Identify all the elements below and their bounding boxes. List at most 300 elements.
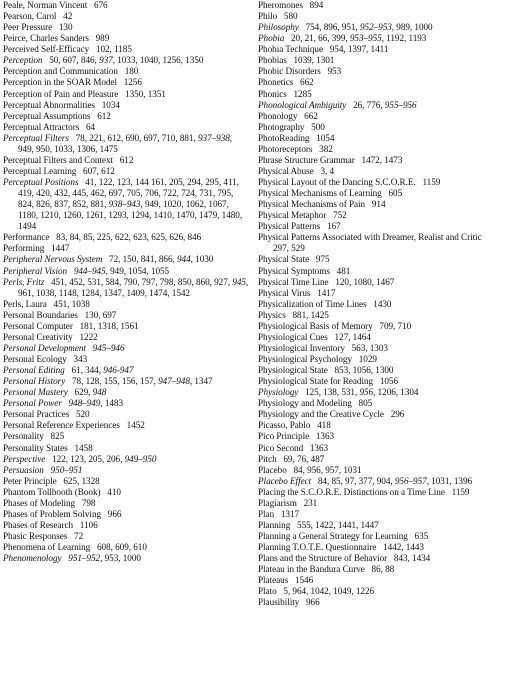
index-term: Photoreceptors	[258, 143, 313, 154]
index-entry	[258, 553, 504, 564]
page-ref: , 1030	[190, 254, 214, 265]
index-term: Physical Time Line	[258, 276, 329, 287]
page-ref: 950–951	[50, 464, 83, 475]
page-ref: 1430	[373, 298, 392, 309]
index-entry	[258, 343, 504, 354]
index-term: Perception in the SOAR Model	[3, 77, 117, 88]
page-ref: 181, 1318, 1561	[79, 320, 139, 331]
index-term: Perls, Laura	[3, 298, 47, 309]
page-ref: 1222	[79, 331, 98, 342]
index-term: Personal Boundaries	[3, 309, 78, 320]
index-entry	[3, 409, 249, 420]
index-entry	[3, 177, 249, 232]
index-term: Physical Mechanisms of Learning	[258, 188, 382, 199]
index-entry	[258, 321, 504, 332]
index-entry	[3, 122, 249, 133]
index-entry	[258, 11, 504, 22]
index-entry	[3, 155, 249, 166]
index-term: Physical Metaphor	[258, 210, 327, 221]
index-entry	[258, 575, 504, 586]
index-term: Perceptual Attractors	[3, 121, 80, 132]
index-entry	[3, 89, 249, 100]
index-term: Plans and the Structure of Behavior	[258, 553, 388, 564]
page-ref: 84, 85, 97, 377, 904,	[317, 475, 395, 486]
index-column-right	[258, 0, 504, 608]
page-ref: 1472, 1473	[361, 154, 403, 165]
page-ref: 297, 529	[273, 243, 305, 254]
page-ref: 296	[390, 409, 405, 420]
index-entry	[3, 266, 249, 277]
page-ref: 50, 607, 846,	[49, 55, 100, 66]
index-entry	[3, 0, 249, 11]
index-term: Perceptual Abnormalities	[3, 99, 95, 110]
index-term: Perception of Pain and Pleasure	[3, 88, 119, 99]
index-term: Phobias	[258, 55, 287, 66]
page-ref: 1458	[74, 442, 93, 453]
index-term: Phenomena of Learning	[3, 542, 91, 553]
index-term: Persuasion	[3, 464, 44, 475]
page-ref: 64	[86, 121, 96, 132]
index-term: Pico Principle	[258, 431, 310, 442]
index-term: Personality	[3, 431, 44, 442]
index-entry	[258, 133, 504, 144]
page-ref: 966	[306, 597, 320, 608]
index-entry	[258, 66, 504, 77]
index-entry	[3, 254, 249, 265]
index-term: Photography	[258, 121, 305, 132]
page-ref: 949–950	[124, 453, 157, 464]
index-entry	[258, 166, 504, 177]
index-entry	[258, 542, 504, 553]
index-entry	[258, 155, 504, 166]
page-ref: 451, 1038	[53, 298, 90, 309]
index-term: Physical State	[258, 254, 310, 265]
page-ref: 1363	[309, 442, 329, 453]
index-entry	[3, 277, 249, 299]
index-entry	[258, 144, 504, 155]
page-ref: , 961, 1038, 1148, 1284, 1347, 1409, 1474, 1542	[18, 276, 249, 298]
index-term: Physiological State	[258, 365, 328, 376]
index-entry	[258, 398, 504, 409]
index-entry	[258, 564, 504, 575]
page-ref: 945	[232, 276, 246, 287]
index-term: Phonics	[258, 88, 287, 99]
index-entry	[258, 520, 504, 531]
page-ref: 975	[315, 254, 330, 265]
index-entry	[258, 111, 504, 122]
index-term: Phobic Disorders	[258, 66, 321, 77]
index-term: Plateaus	[258, 575, 289, 586]
page-ref: , 949, 1054, 1055	[105, 265, 170, 276]
index-entry	[258, 199, 504, 210]
page-ref: 1363	[315, 431, 335, 442]
index-term: Performing	[3, 243, 45, 254]
index-term: Physiological Cues	[258, 331, 328, 342]
page-ref: 1417	[317, 287, 336, 298]
page-ref: 1034	[101, 99, 120, 110]
index-term: Personal Creativity	[3, 331, 73, 342]
index-term: PhotoReading	[258, 132, 310, 143]
index-term: Personal Computer	[3, 320, 73, 331]
page-ref: 500	[311, 121, 325, 132]
index-entry	[258, 177, 504, 188]
index-entry	[3, 420, 249, 431]
page-ref: 662	[300, 77, 314, 88]
page-ref: 167	[326, 221, 341, 232]
index-term: Plagiarism	[258, 497, 297, 508]
index-entry	[3, 553, 249, 564]
index-term: Personal Power	[3, 398, 62, 409]
page-ref: 953–955	[349, 33, 382, 44]
page-ref: 676	[93, 0, 108, 10]
index-entry	[258, 232, 504, 254]
index-term: Phonology	[258, 110, 298, 121]
page-ref: 1106	[79, 519, 98, 530]
page-ref: 752	[333, 210, 347, 221]
page-ref: 1285	[293, 88, 312, 99]
index-term: Physical Patterns	[258, 221, 321, 232]
index-term: Perception	[3, 55, 43, 66]
page-ref: 382	[319, 143, 333, 154]
page-ref: 1039, 1301	[293, 55, 335, 66]
page-ref: 951–952	[68, 553, 101, 564]
index-term: Physics	[258, 309, 286, 320]
page-ref: 122, 123, 205, 206,	[52, 453, 125, 464]
index-entry	[3, 431, 249, 442]
index-entry	[3, 310, 249, 321]
page-ref: 343	[73, 354, 88, 364]
index-entry	[258, 77, 504, 88]
page-ref: 555, 1422, 1441, 1447	[297, 519, 379, 530]
page-ref: 608, 609, 610	[96, 542, 147, 553]
page-ref: 709, 710	[379, 320, 412, 331]
index-entry	[258, 586, 504, 597]
index-term: Plateau in the Bandura Curve	[258, 564, 365, 575]
index-entry	[258, 387, 504, 398]
page-ref: 410	[107, 486, 121, 497]
index-term: Phobia	[258, 33, 285, 44]
index-entry	[3, 332, 249, 343]
index-entry	[3, 299, 249, 310]
index-term: Physical Patterns Associated with Dreamer, Realist and Critic	[258, 232, 482, 243]
index-entry	[258, 332, 504, 343]
index-term: Perceptual Learning	[3, 165, 77, 176]
page-ref: 1350, 1351	[125, 88, 166, 99]
index-entry	[3, 398, 249, 409]
index-entry	[3, 498, 249, 509]
index-entry	[258, 365, 504, 376]
page-ref: , 1031, 1396	[426, 475, 473, 486]
index-entry	[258, 0, 504, 11]
index-term: Physiology and Modeling	[258, 398, 352, 409]
page-ref: 881, 1425	[292, 309, 329, 320]
index-term: Personal Ecology	[3, 354, 67, 364]
index-entry	[258, 476, 504, 487]
page-ref: 853, 1056, 1300	[334, 365, 394, 376]
page-ref: 580	[283, 11, 298, 22]
index-term: Pico Second	[258, 442, 304, 453]
index-term: Peripheral Vision	[3, 265, 68, 276]
index-term: Phasic Responses	[3, 531, 68, 541]
index-entry	[258, 420, 504, 431]
index-column-left	[3, 0, 249, 564]
index-entry	[3, 321, 249, 332]
index-term: Pitch	[258, 453, 277, 464]
page-ref: , 1033, 1040, 1256, 1350	[112, 55, 204, 66]
page-ref: 1452	[126, 420, 145, 431]
index-entry	[3, 133, 249, 155]
index-term: Physical Mechanisms of Pain	[258, 199, 366, 210]
index-term: Personal Practices	[3, 409, 70, 420]
page-ref: 937	[99, 55, 113, 66]
index-term: Perls, Fritz	[3, 276, 45, 287]
page-ref: 798	[81, 497, 96, 508]
page-ref: 937–938	[197, 132, 230, 143]
page-ref: 948–949	[68, 398, 101, 409]
index-term: Phases of Problem Solving	[3, 508, 102, 519]
page-ref: 1054	[316, 132, 335, 143]
index-term: Phases of Research	[3, 519, 74, 530]
page-ref: 938–943	[108, 199, 141, 210]
index-term: Perspective	[3, 453, 46, 464]
index-term: Perceptual Positions	[3, 177, 79, 187]
page-ref: 1317	[280, 508, 300, 519]
page-ref: 130, 697	[84, 309, 117, 320]
index-term: Pheromones	[258, 0, 303, 10]
index-entry	[258, 376, 504, 387]
index-term: Physical Symptoms	[258, 265, 330, 276]
index-entry	[3, 100, 249, 111]
index-entry	[3, 531, 249, 542]
page-ref: 945–946	[92, 342, 125, 353]
page-ref: 180	[124, 66, 139, 77]
page-ref: 1159	[422, 177, 441, 187]
index-term: Performance	[3, 232, 50, 243]
index-term: Perceptual Filters	[3, 132, 69, 143]
index-entry	[3, 77, 249, 88]
index-entry	[258, 44, 504, 55]
index-term: Physiology	[258, 387, 299, 398]
page-ref: , 949, 950, 1033, 1306, 1475	[18, 132, 233, 154]
page-ref: 84, 956, 957, 1031	[293, 464, 362, 475]
index-term: Perceptual Assumptions	[3, 110, 91, 121]
index-term: Picasso, Pablo	[258, 420, 311, 431]
index-entry	[258, 354, 504, 365]
page-ref: 481	[336, 265, 351, 276]
page-ref: 125, 138, 531,	[305, 387, 360, 398]
index-entry	[258, 431, 504, 442]
page-ref: 944–945	[73, 265, 106, 276]
index-term: Peirce, Charles Sanders	[3, 33, 89, 44]
index-entry	[258, 498, 504, 509]
index-term: Plato	[258, 586, 277, 597]
page-ref: , 953, 1000	[100, 553, 141, 564]
index-entry	[258, 465, 504, 476]
page-ref: 41, 122, 123, 144 161, 205, 294, 295, 411, 419, 420, 432, 445, 462, 697, 705, 706, 722, 724, 731, 795, 824, 826, 837, 852, 881,	[18, 177, 239, 210]
page-ref: , 949, 1020, 1062, 1067, 1180, 1210, 1260, 1261, 1293, 1294, 1410, 1470, 1479, 1480, 1494	[18, 199, 243, 232]
page-ref: 231	[303, 497, 318, 508]
index-term: Physiological State for Reading	[258, 376, 374, 387]
page-ref: 612	[97, 110, 111, 121]
index-term: Planning	[258, 519, 291, 530]
index-term: Planning T.O.T.E. Questionnaire	[258, 542, 377, 553]
page-ref: 635	[414, 531, 429, 541]
index-entry	[3, 487, 249, 498]
index-entry	[3, 22, 249, 33]
page-ref: 563, 1303	[351, 342, 388, 353]
page-ref: 102, 1185	[95, 44, 132, 55]
index-entry	[258, 310, 504, 321]
page-ref: 952–953	[359, 22, 392, 33]
page-ref: 61, 344,	[71, 365, 104, 376]
index-term: Physical Layout of the Dancing S.C.O.R.E.	[258, 177, 416, 187]
index-entry	[258, 210, 504, 221]
page-ref: 1447	[51, 243, 70, 254]
index-entry	[3, 11, 249, 22]
index-entry	[258, 22, 504, 33]
index-term: Pearson, Carol	[3, 11, 57, 22]
index-term: Phrase Structure Grammar	[258, 154, 355, 165]
index-term: Personal Mastery	[3, 387, 68, 398]
index-entry	[3, 387, 249, 398]
index-entry	[258, 100, 504, 111]
page-ref: 5, 964, 1042, 1049, 1226	[283, 586, 375, 597]
index-entry	[3, 44, 249, 55]
index-term: Peter Principle	[3, 475, 57, 486]
page-ref: , 1347	[189, 376, 213, 387]
page-ref: 72, 150, 841, 866,	[109, 254, 178, 265]
page-ref: 1159	[451, 486, 470, 497]
index-term: Perceptual Filters and Context	[3, 154, 114, 165]
index-entry	[3, 476, 249, 487]
index-entry	[3, 520, 249, 531]
page-ref: 69, 76, 487	[283, 453, 325, 464]
page-ref: 605	[388, 188, 403, 199]
index-term: Peripheral Nervous System	[3, 254, 103, 265]
page-ref: 754, 896, 951,	[305, 22, 360, 33]
index-term: Plan	[258, 508, 275, 519]
index-entry	[258, 531, 504, 542]
index-term: Phonetics	[258, 77, 294, 88]
index-term: Physiological Psychology	[258, 354, 352, 364]
index-entry	[3, 376, 249, 387]
index-term: Phobia Technique	[258, 44, 323, 55]
index-term: Perceived Self-Efficacy	[3, 44, 90, 55]
index-entry	[3, 354, 249, 365]
index-entry	[3, 33, 249, 44]
index-entry	[3, 454, 249, 465]
page-ref: 825	[50, 431, 65, 442]
page-ref: 72	[74, 531, 84, 541]
index-term: Phonological Ambiguity	[258, 99, 347, 110]
page-ref: 1029	[358, 354, 377, 364]
page-ref: 78, 221, 612, 690, 697, 710, 881,	[75, 132, 198, 143]
page-ref: , 1192, 1193	[381, 33, 427, 44]
page-ref: 662	[304, 110, 318, 121]
index-entry	[3, 232, 249, 243]
page-ref: 612	[119, 154, 134, 165]
page-ref: 805	[358, 398, 373, 409]
index-term: Placebo Effect	[258, 475, 312, 486]
index-entry	[3, 343, 249, 354]
index-entry	[258, 487, 504, 498]
page-ref: 894	[309, 0, 324, 10]
index-entry	[258, 454, 504, 465]
index-entry	[258, 443, 504, 454]
page-ref: 1256	[123, 77, 142, 88]
page-ref: 418	[317, 420, 331, 431]
index-term: Phenomenology	[3, 553, 62, 564]
index-entry	[3, 365, 249, 376]
page-ref: 948	[92, 387, 107, 398]
index-entry	[258, 509, 504, 520]
index-entry	[3, 166, 249, 177]
page-ref: 953	[327, 66, 342, 77]
page-ref: 1546	[294, 575, 314, 586]
index-entry	[258, 33, 504, 44]
page-ref: 130	[58, 22, 73, 33]
page-ref: 451, 452, 531, 584, 790, 797, 798, 850, 860, 927,	[51, 276, 233, 287]
page-ref: 914	[371, 199, 386, 210]
index-entry	[258, 122, 504, 133]
index-entry	[258, 188, 504, 199]
page-ref: 83, 84, 85, 225, 622, 623, 625, 626, 846	[56, 232, 202, 243]
index-entry	[3, 55, 249, 66]
index-entry	[3, 443, 249, 454]
index-term: Plausibility	[258, 597, 300, 608]
index-entry	[258, 409, 504, 420]
page-ref: 120, 1080, 1467	[335, 276, 395, 287]
index-term: Peale, Norman Vincent	[3, 0, 88, 10]
index-term: Planning a General Strategy for Learning	[258, 531, 408, 541]
index-term: Physiological Inventory	[258, 342, 345, 353]
index-entry	[3, 542, 249, 553]
page-ref: 947–948	[158, 376, 190, 387]
page-ref: , 1483	[100, 398, 123, 409]
index-entry	[3, 111, 249, 122]
page-ref: 956	[359, 387, 374, 398]
page-ref: 946-947	[103, 365, 134, 376]
page-ref: , 1206, 1304	[373, 387, 419, 398]
index-entry	[3, 66, 249, 77]
index-term: Personal Editing	[3, 365, 65, 376]
index-term: Personal Reference Experiences	[3, 420, 120, 431]
page-ref: 3, 4	[320, 165, 335, 176]
page-ref: 1442, 1443	[383, 542, 424, 553]
page-ref: 625, 1328	[63, 475, 100, 486]
index-term: Personality States	[3, 442, 68, 453]
page-ref: 956–957	[394, 475, 427, 486]
index-term: Perception and Communication	[3, 66, 118, 77]
index-term: Physical Abuse	[258, 165, 314, 176]
index-entry	[258, 254, 504, 265]
index-entry	[258, 277, 504, 288]
index-entry	[258, 89, 504, 100]
page-ref: 20, 21, 66, 399,	[291, 33, 350, 44]
page-ref: 26, 776,	[353, 99, 385, 110]
index-entry	[258, 597, 504, 608]
page-ref: 86, 88	[371, 564, 395, 575]
page-ref: 944	[177, 254, 191, 265]
index-term: Philosophy	[258, 22, 299, 33]
index-term: Philo	[258, 11, 278, 22]
index-term: Personal Development	[3, 342, 86, 353]
index-term: Phases of Modeling	[3, 497, 76, 508]
page-ref: 843, 1434	[393, 553, 431, 564]
page-ref: 989	[95, 33, 110, 44]
index-term: Peer Pressure	[3, 22, 53, 33]
page-ref: 42	[63, 11, 73, 22]
